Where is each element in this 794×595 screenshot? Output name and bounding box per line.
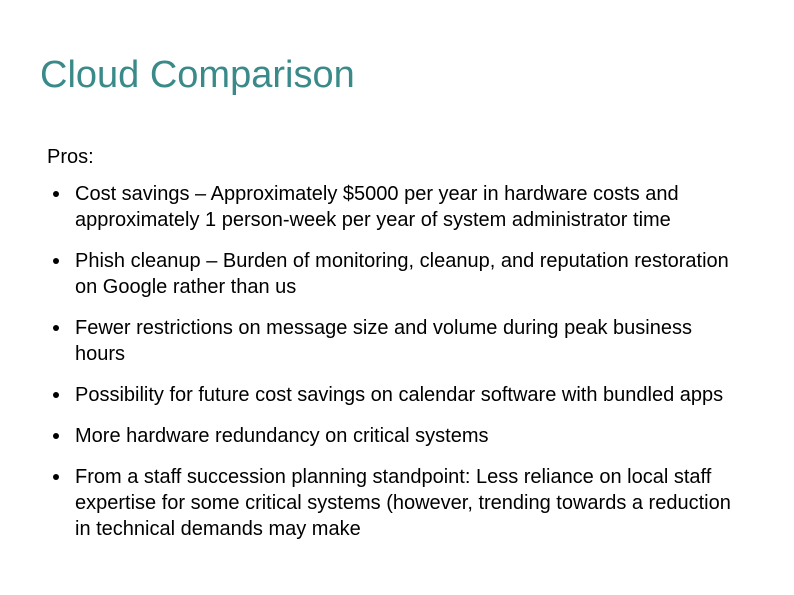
list-item bbox=[47, 464, 747, 542]
bullet-icon bbox=[53, 474, 59, 480]
bullet-icon bbox=[53, 191, 59, 197]
slide-title: Cloud Comparison bbox=[40, 54, 355, 96]
pros-list bbox=[47, 181, 747, 557]
bullet-icon bbox=[53, 433, 59, 439]
bullet-text: From a staff succession planning standpoint: Less reliance on local staff expertise for some critical systems (however, trending towards a reduction in technical demands may make bbox=[75, 466, 731, 540]
list-item bbox=[47, 423, 747, 449]
list-item bbox=[47, 315, 747, 367]
list-item bbox=[47, 248, 747, 300]
bullet-text: Possibility for future cost savings on calendar software with bundled apps bbox=[75, 384, 724, 406]
bullet-icon bbox=[53, 325, 59, 331]
bullet-icon bbox=[53, 258, 59, 264]
pros-label: Pros: bbox=[47, 146, 94, 168]
bullet-icon bbox=[53, 392, 59, 398]
list-item bbox=[47, 382, 747, 408]
list-item bbox=[47, 181, 747, 233]
bullet-text: Fewer restrictions on message size and volume during peak business hours bbox=[75, 317, 692, 365]
bullet-text: Phish cleanup – Burden of monitoring, cleanup, and reputation restoration on Google rather than us bbox=[75, 250, 729, 298]
bullet-text: More hardware redundancy on critical systems bbox=[75, 425, 489, 447]
bullet-text: Cost savings – Approximately $5000 per year in hardware costs and approximately 1 person-week per year of system administrator time bbox=[75, 183, 679, 231]
